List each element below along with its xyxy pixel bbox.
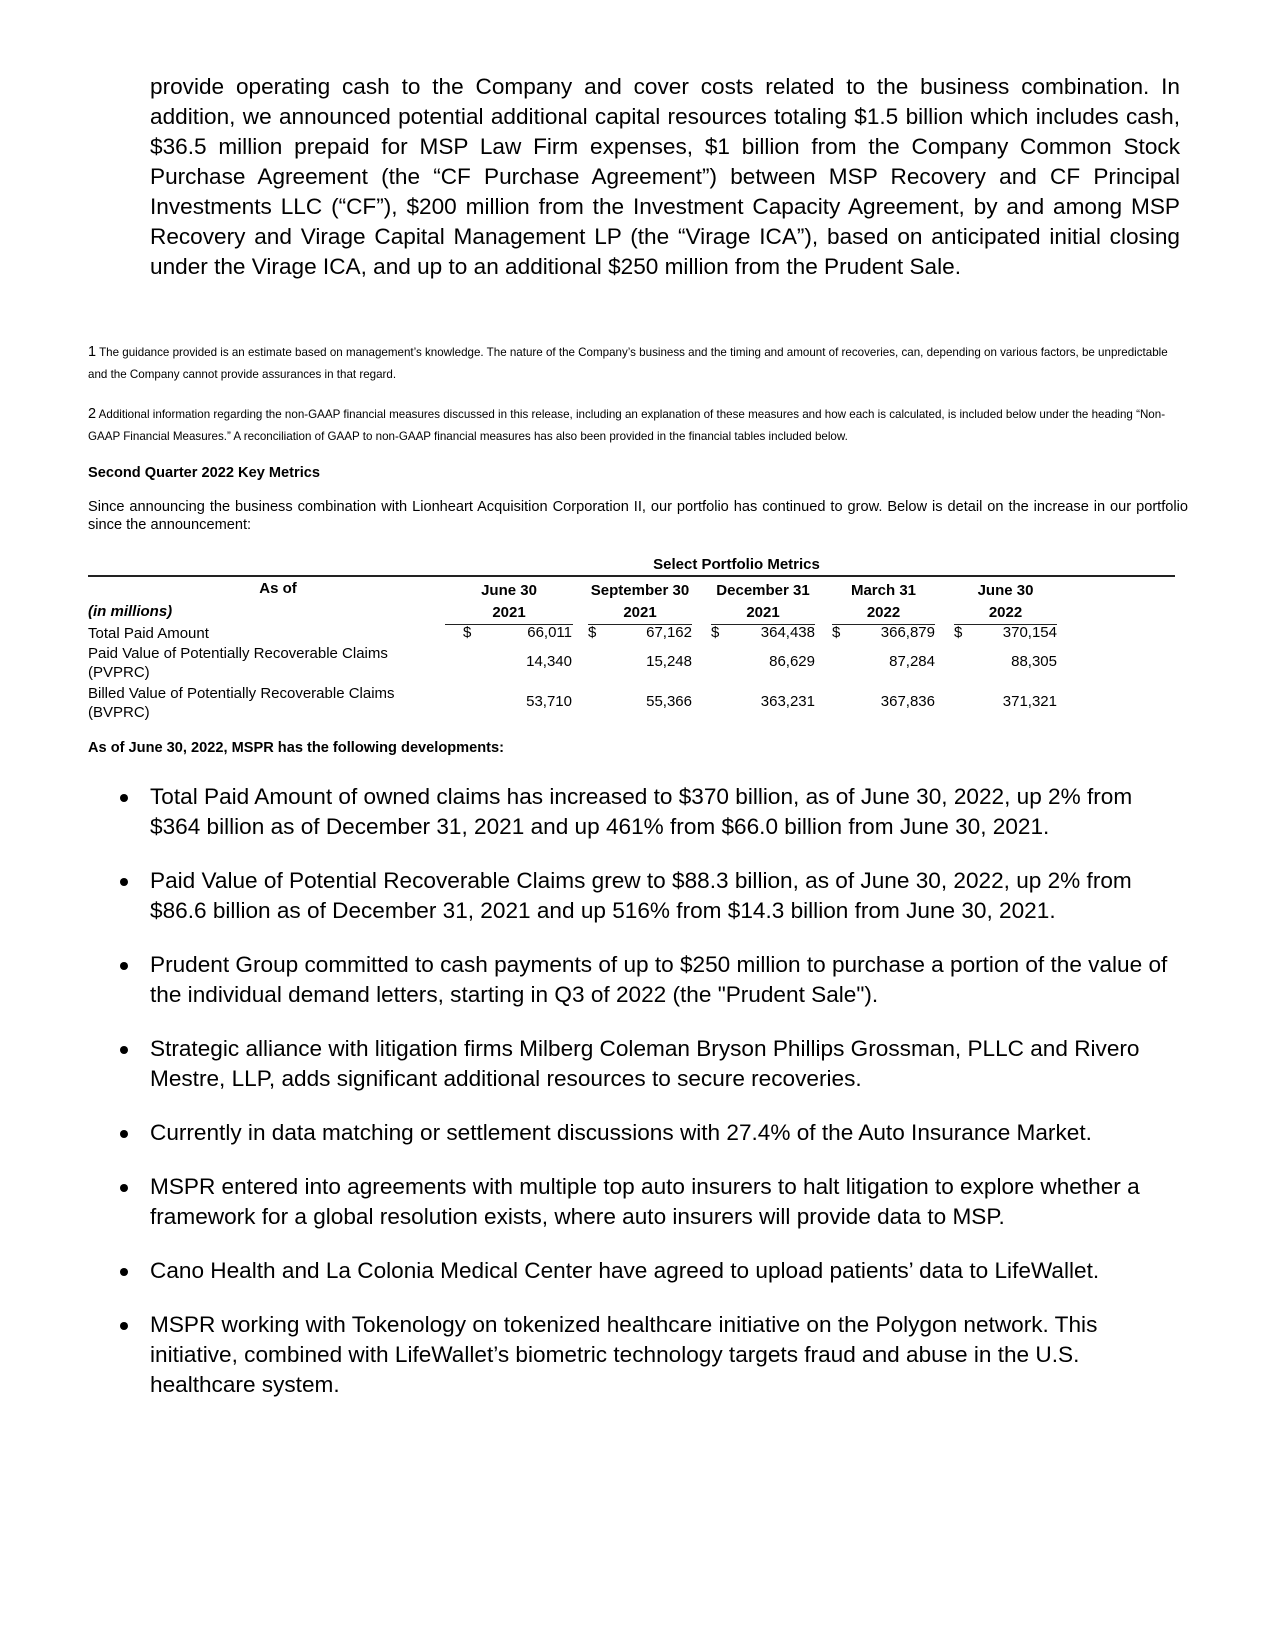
footnote-2 — [88, 403, 1188, 448]
currency-symbol: $ — [711, 624, 720, 641]
currency-symbol: $ — [832, 624, 841, 641]
list-item — [120, 950, 1180, 1010]
list-item-text: Currently in data matching or settlement discussions with 27.4% of the Auto Insurance Market. — [150, 1120, 1092, 1145]
footnote-number: 2 — [88, 406, 97, 422]
units-label: (in millions) — [88, 603, 173, 620]
cell-value: 363,231 — [760, 693, 815, 710]
column-year: 2021 — [588, 602, 692, 625]
list-item-text: Paid Value of Potential Recoverable Claims grew to $88.3 billion, as of June 30, 2022, up 2% from $86.6 billion as of December 31, 2021 and up 516% from $14.3 billion from June 30, 2021. — [150, 868, 1132, 923]
list-item — [120, 1034, 1180, 1094]
row-label: Billed Value of Potentially Recoverable Claims (BVPRC) — [88, 685, 395, 721]
cell-value: 53,710 — [526, 693, 572, 710]
column-year: 2021 — [711, 602, 815, 625]
cell-value: 371,321 — [1002, 693, 1057, 710]
bullet-icon — [120, 962, 128, 970]
cell-value: 55,366 — [646, 693, 692, 710]
column-header — [711, 580, 815, 625]
cell-value: 367,836 — [880, 693, 935, 710]
list-item-text: MSPR entered into agreements with multiple top auto insurers to halt litigation to explore whether a framework for a global resolution exists, where auto insurers will provide data to MSP. — [150, 1174, 1140, 1229]
column-date: September 30 — [590, 582, 690, 599]
column-date: December 31 — [716, 582, 810, 599]
table-row — [88, 623, 1175, 644]
cell-value: 364,438 — [760, 624, 815, 641]
developments-heading: As of June 30, 2022, MSPR has the following developments: — [88, 740, 505, 756]
cell-value: 67,162 — [646, 624, 692, 641]
cell-value: 14,340 — [526, 653, 572, 670]
list-item-text: MSPR working with Tokenology on tokenized healthcare initiative on the Polygon network. This initiative, combined with LifeWallet’s biometric technology targets fraud and abuse in the U.S. healthcare system. — [150, 1312, 1098, 1397]
column-header — [832, 580, 935, 625]
cell-value: 366,879 — [880, 624, 935, 641]
developments-list — [120, 782, 1180, 1424]
bullet-icon — [120, 1184, 128, 1192]
list-item — [120, 782, 1180, 842]
lead-paragraph-text: provide operating cash to the Company and cover costs related to the business combination. In addition, we announced potential additional capital resources totaling $1.5 billion which includes cash, $36.5 million prepaid for MSP Law Firm expenses, $1 billion from the Company Common Stock Purchase Agreement (the “CF Purchase Agreement”) between MSP Recovery and CF Principal Investments LLC (“CF”), $200 million from the Investment Capacity Agreement, by and among MSP Recovery and Virage Capital Management LP (the “Virage ICA”), based on anticipated initial closing under the Virage ICA, and up to an additional $250 million from the Prudent Sale. — [150, 74, 1180, 279]
cell-value: 66,011 — [527, 624, 572, 641]
currency-symbol: $ — [588, 624, 597, 641]
key-metrics-heading: Second Quarter 2022 Key Metrics — [88, 465, 320, 481]
list-item — [120, 1172, 1180, 1232]
bullet-icon — [120, 1130, 128, 1138]
column-header — [954, 580, 1057, 625]
lead-paragraph — [150, 72, 1180, 282]
table-title: Select Portfolio Metrics — [653, 556, 820, 573]
column-year: 2022 — [832, 602, 935, 625]
table-row — [88, 684, 1175, 724]
cell-value: 86,629 — [769, 653, 815, 670]
cell-value: 15,248 — [646, 653, 692, 670]
footnote-1 — [88, 341, 1188, 386]
cell-value: 370,154 — [1002, 624, 1057, 641]
currency-symbol: $ — [463, 624, 472, 641]
list-item — [120, 1118, 1180, 1148]
list-item — [120, 1256, 1180, 1286]
cell-value: 88,305 — [1011, 653, 1057, 670]
list-item-text: Cano Health and La Colonia Medical Center have agreed to upload patients’ data to LifeWallet. — [150, 1258, 1100, 1283]
cell-value: 87,284 — [889, 653, 935, 670]
list-item-text: Prudent Group committed to cash payments of up to $250 million to purchase a portion of the value of the individual demand letters, starting in Q3 of 2022 (the "Prudent Sale"). — [150, 952, 1168, 1007]
list-item — [120, 1310, 1180, 1400]
column-header — [445, 580, 573, 625]
row-label: Total Paid Amount — [88, 625, 209, 642]
bullet-icon — [120, 1322, 128, 1330]
list-item-text: Total Paid Amount of owned claims has increased to $370 billion, as of June 30, 2022, up 2% from $364 billion as of December 31, 2021 and up 461% from $66.0 billion from June 30, 2021. — [150, 784, 1133, 839]
footnote-text: Additional information regarding the non-GAAP financial measures discussed in this release, including an explanation of these measures and how each is calculated, is included below under the heading “Non-GAAP Financial Measures.” A reconciliation of GAAP to non-GAAP financial measures has also been provided in the financial tables included below. — [88, 408, 1166, 443]
bullet-icon — [120, 878, 128, 886]
list-item-text: Strategic alliance with litigation firms Milberg Coleman Bryson Phillips Grossman, PLLC and Rivero Mestre, LLP, adds significant additional resources to secure recoveries. — [150, 1036, 1140, 1091]
column-date: June 30 — [481, 582, 537, 599]
bullet-icon — [120, 1046, 128, 1054]
bullet-icon — [120, 794, 128, 802]
column-date: March 31 — [850, 582, 917, 599]
column-year: 2022 — [954, 602, 1057, 625]
row-label: Paid Value of Potentially Recoverable Claims (PVPRC) — [88, 645, 388, 681]
column-header — [588, 580, 692, 625]
table-row — [88, 644, 1175, 684]
portfolio-metrics-table — [88, 554, 1175, 724]
column-year: 2021 — [445, 602, 573, 625]
footnote-text: The guidance provided is an estimate based on management’s knowledge. The nature of the Company’s business and the timing and amount of recoveries, can, depending on various factors, be unpredictable and the Company cannot provide assurances in that regard. — [88, 346, 1168, 381]
bullet-icon — [120, 1268, 128, 1276]
footnote-number: 1 — [88, 344, 97, 360]
column-date: June 30 — [977, 582, 1034, 599]
currency-symbol: $ — [954, 624, 963, 641]
as-of-label: As of — [259, 580, 297, 597]
table-header — [88, 577, 1175, 623]
list-item — [120, 866, 1180, 926]
key-metrics-intro: Since announcing the business combination with Lionheart Acquisition Corporation II, our portfolio has continued to grow. Below is detail on the increase in our portfolio since the announcement: — [88, 499, 1188, 533]
